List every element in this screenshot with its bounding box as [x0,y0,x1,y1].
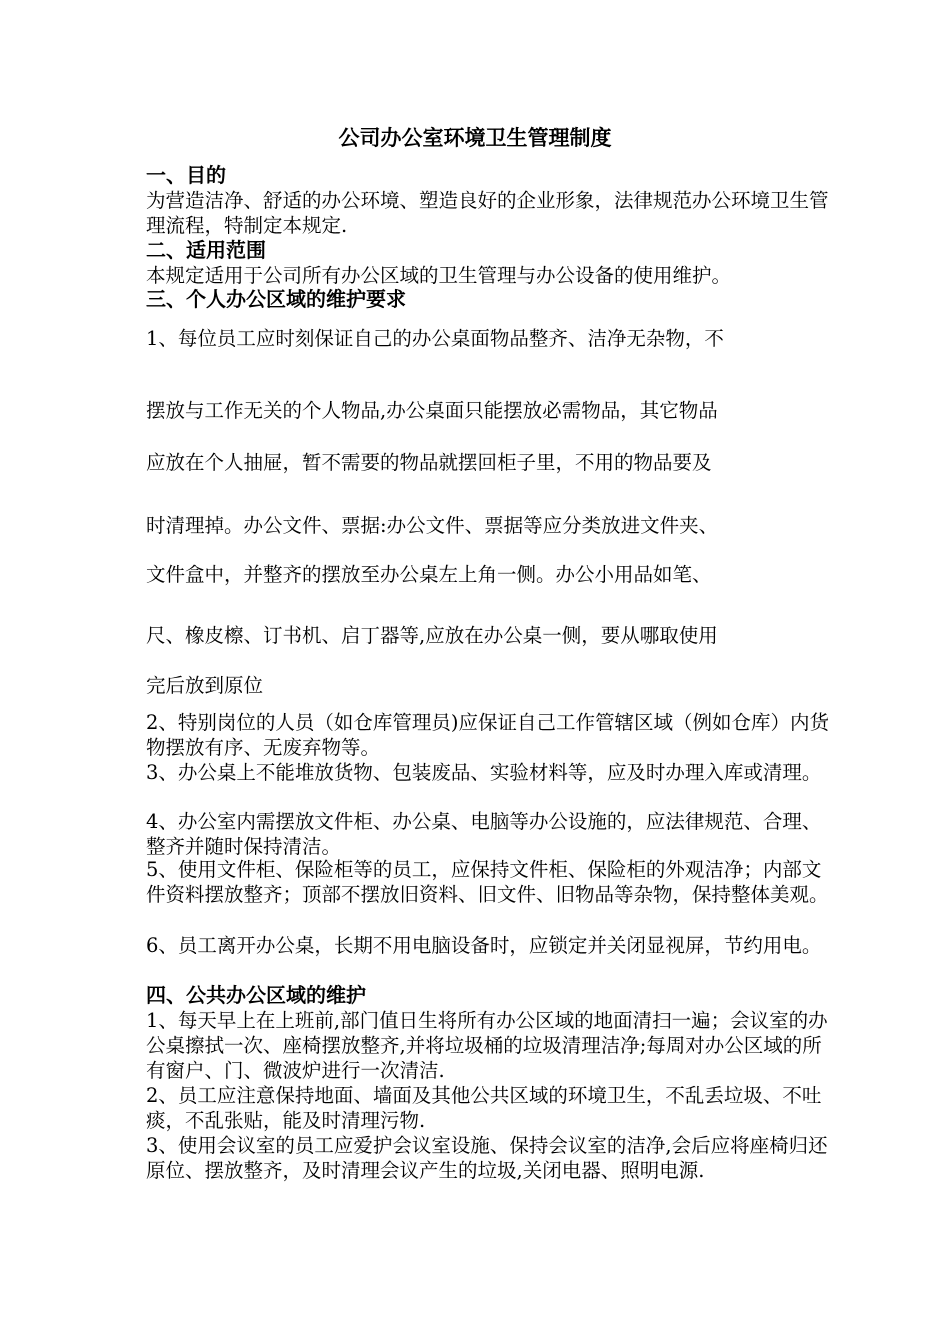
list-item: 3、办公桌上不能堆放货物、包装废品、实验材料等，应及时办理入库或清理。 [146,761,822,784]
section-heading-scope: 二、适用范围 [146,238,266,262]
paragraph-line: 1、每位员工应时刻保证自己的办公桌面物品整齐、洁净无杂物，不 [146,327,724,350]
list-item: 6、员工离开办公桌，长期不用电脑设备时，应锁定并关闭显视屏，节约用电。 [146,934,822,957]
paragraph-line: 摆放与工作无关的个人物品,办公桌面只能摆放必需物品，其它物品 [146,399,718,422]
list-item: 4、办公室内需摆放文件柜、办公桌、电脑等办公设施的，应法律规范、合理、整齐并随时保持清洁。 [146,810,822,858]
section-body-purpose: 为营造洁净、舒适的办公环境、塑造良好的企业形象，法律规范办公环境卫生管理流程，特制定本规定. [146,189,829,237]
document-title: 公司办公室环境卫生管理制度 [338,125,612,150]
section-body-scope: 本规定适用于公司所有办公区域的卫生管理与办公设备的使用维护。 [146,264,732,287]
paragraph-line: 应放在个人抽屉，暂不需要的物品就摆回柜子里，不用的物品要及 [146,451,712,474]
paragraph-line: 时清理掉。办公文件、票据:办公文件、票据等应分类放进文件夹、 [146,514,719,537]
section-heading-personal-area: 三、个人办公区域的维护要求 [146,287,406,311]
section-heading-public-area: 四、公共办公区域的维护 [146,983,366,1007]
paragraph-line: 文件盒中，并整齐的摆放至办公桌左上角一侧。办公小用品如笔、 [146,563,712,586]
list-item: 1、每天早上在上班前,部门值日生将所有办公区域的地面清扫一遍；会议室的办公桌擦拭一次、座椅摆放整齐,并将垃圾桶的垃圾清理洁净;每周对办公区域的所有窗户、门、微波炉进行一次清洁. [146,1009,828,1082]
paragraph-line: 完后放到原位 [146,674,264,697]
paragraph-line: 尺、橡皮檫、订书机、启丁器等,应放在办公桌一侧，要从哪取使用 [146,624,718,647]
list-item: 5、使用文件柜、保险柜等的员工，应保持文件柜、保险柜的外观洁净；内部文件资料摆放整齐；顶部不摆放旧资料、旧文件、旧物品等杂物，保持整体美观。 [146,858,829,906]
section-heading-purpose: 一、目的 [146,163,226,187]
list-item: 2、员工应注意保持地面、墙面及其他公共区域的环境卫生，不乱丢垃圾、不吐痰，不乱张贴，能及时清理污物. [146,1084,822,1132]
list-item: 3、使用会议室的员工应爱护会议室设施、保持会议室的洁净,会后应将座椅归还原位、摆放整齐，及时清理会议产生的垃圾,关闭电器、照明电源. [146,1134,828,1182]
list-item: 2、特别岗位的人员（如仓库管理员)应保证自己工作管辖区域（例如仓库）内货物摆放有序、无废弃物等。 [146,711,830,759]
